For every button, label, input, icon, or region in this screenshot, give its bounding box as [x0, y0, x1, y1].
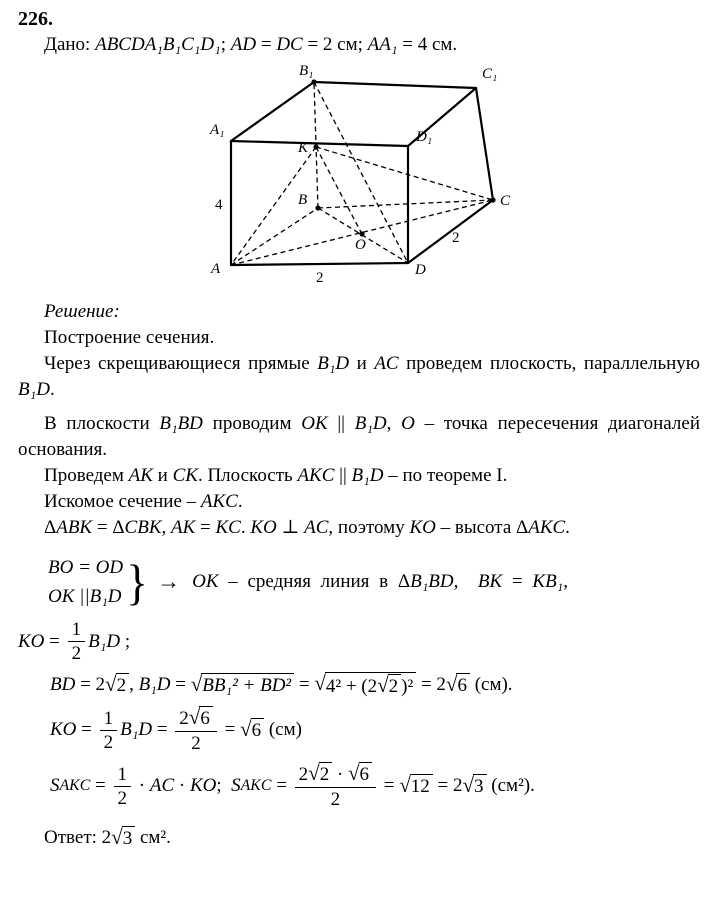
vertex-label-d1: D₁: [416, 129, 433, 145]
text-run: 4² + (2: [325, 676, 378, 697]
text-run: =: [90, 775, 111, 796]
math-var: AKC: [528, 517, 566, 538]
math-var: B₁D: [317, 353, 350, 374]
radical: [463, 774, 487, 798]
radical-sign: √: [308, 761, 320, 785]
radical: [189, 706, 213, 730]
math-var: OK ||B₁D: [48, 586, 122, 607]
text-run: ,: [563, 571, 569, 592]
vertex-dot-k: [313, 144, 318, 149]
text-run: ,: [453, 571, 478, 592]
text-run: .: [240, 517, 251, 538]
paragraph-plane: [18, 351, 700, 403]
text-run: Проведем: [44, 465, 129, 486]
text-run: Искомое сечение –: [44, 491, 201, 512]
math-var: KO: [250, 517, 277, 538]
fraction: [100, 708, 118, 753]
text-run: ·: [174, 775, 190, 796]
radical-sign: √: [462, 773, 475, 797]
vertex-label-a1: A₁: [210, 122, 225, 138]
radical: [399, 774, 433, 798]
math-var: AKC: [59, 777, 91, 794]
text-run: =: [256, 34, 277, 55]
text-run: ,: [129, 674, 139, 695]
math-var: AA₁: [367, 34, 398, 55]
math-var: B₁D: [18, 379, 50, 400]
text-run: =: [294, 674, 315, 695]
fraction-numerator: [295, 762, 376, 788]
fraction-denominator: 2: [117, 787, 128, 809]
paragraph-ak-ck: [18, 463, 700, 489]
system-conclusion: [192, 569, 568, 595]
text-run: ;: [220, 34, 231, 55]
text-run: )²: [401, 676, 414, 697]
math-var: B₁D: [354, 413, 387, 434]
radical-sign: √: [445, 672, 458, 696]
radical-sign: √: [240, 717, 252, 741]
text-run: см².: [135, 827, 171, 848]
radical: [111, 826, 135, 850]
text-run: = 2: [416, 674, 446, 695]
math-var: OK: [192, 571, 219, 592]
math-var: B₁BD: [159, 413, 203, 434]
radical: [240, 718, 264, 742]
text-run: – высота Δ: [435, 517, 529, 538]
text-run: (см²).: [486, 775, 535, 796]
fraction-denominator: 2: [191, 733, 201, 754]
math-var: AK: [128, 465, 153, 486]
paragraph-section: [18, 489, 700, 515]
construction-line: Построение сечения.: [44, 327, 215, 348]
text-run: =: [379, 775, 400, 796]
problem-number: 226.: [18, 8, 53, 30]
formula-area: [50, 762, 700, 810]
text-run: =: [76, 719, 97, 740]
fraction: [295, 762, 376, 810]
math-var: B₁D: [120, 719, 153, 740]
text-run: = Δ: [92, 517, 125, 538]
math-var: B₁D: [138, 674, 171, 695]
text-run: и: [349, 353, 375, 374]
radical: [314, 672, 416, 698]
formula-ko-value: [50, 706, 700, 754]
radicand: 3: [473, 774, 487, 798]
dim-label-depth: 2: [452, 230, 460, 246]
text-run: .: [237, 491, 243, 512]
fraction: [175, 706, 217, 754]
edge-dc: [408, 200, 493, 263]
radical: [105, 673, 129, 697]
math-var: AKC: [240, 777, 272, 794]
system-lines: [48, 553, 123, 611]
radicand: 12: [410, 774, 433, 798]
math-var: AK: [171, 517, 196, 538]
text-run: ||: [334, 465, 352, 486]
vertex-label-b: B: [298, 192, 308, 208]
text-run: .: [565, 517, 570, 538]
math-var: CK: [172, 465, 198, 486]
math-var: CBK: [124, 517, 162, 538]
math-var: AKC: [297, 465, 335, 486]
text-run: Решение:: [44, 301, 120, 322]
math-var: B₁D: [351, 465, 384, 486]
vertex-dot-o: [359, 231, 364, 236]
text-run: = 4 см.: [397, 34, 458, 55]
edge-ab: [231, 208, 318, 265]
radical-sign: √: [190, 672, 203, 696]
math-var: KO: [409, 517, 436, 538]
radical: [377, 674, 401, 698]
fraction-denominator: 2: [330, 789, 341, 810]
math-var: KB₁: [532, 571, 564, 592]
text-run: =: [44, 630, 65, 652]
radical-sign: √: [111, 825, 123, 849]
text-run: = 2 см;: [302, 34, 368, 55]
fraction: [114, 764, 132, 809]
math-subscript: [60, 774, 91, 798]
figure-parallelepiped: [194, 61, 524, 296]
text-run: . Плоскость: [197, 465, 298, 486]
math-var: AD: [230, 34, 257, 55]
vertex-label-c1: C₁: [482, 66, 498, 82]
text-run: 2: [179, 708, 189, 729]
vertex-dot-b: [315, 205, 320, 210]
text-run: ;: [216, 775, 232, 796]
radical-sign: √: [348, 761, 360, 785]
radicand: 6: [251, 718, 265, 742]
vertex-dot-c: [490, 197, 495, 202]
math-var: KO: [189, 775, 217, 796]
radicand: 6: [199, 706, 213, 730]
radicand: 3: [122, 826, 136, 850]
text-run: =: [271, 775, 292, 796]
fraction-denominator: 2: [71, 643, 82, 664]
math-var: KO: [50, 719, 77, 740]
text-run: = 2: [432, 775, 463, 796]
text-run: .: [49, 379, 55, 400]
math-subscript: [241, 774, 272, 798]
fraction-numerator: 1: [100, 708, 118, 731]
radicand: [325, 672, 416, 698]
edge-b1c1: [314, 82, 476, 88]
math-var: BD: [50, 674, 76, 695]
paragraph-ok-parallel: [18, 411, 700, 463]
given-line: [18, 32, 700, 58]
edge-a1d1: [231, 141, 408, 146]
dim-label-width: 2: [316, 270, 324, 286]
text-run: =: [219, 719, 241, 740]
fraction-numerator: 1: [68, 619, 86, 642]
math-var: B₁BD: [410, 571, 454, 592]
vertex-label-d: D: [415, 262, 426, 278]
text-run: ;: [120, 630, 131, 652]
math-var: DC: [276, 34, 303, 55]
edge-a1b1: [231, 82, 314, 141]
text-run: , поэтому: [328, 517, 410, 538]
vertex-labels: [209, 63, 511, 278]
radicand: 6: [359, 762, 373, 786]
radical: [308, 762, 332, 786]
text-run: (см).: [469, 674, 513, 695]
vertex-dot-b1: [311, 79, 316, 84]
math-var: AC: [304, 517, 329, 538]
answer-line: [18, 826, 700, 850]
text-run: ·: [134, 775, 150, 796]
vertex-label-c: C: [500, 193, 511, 209]
math-var: KC: [215, 517, 241, 538]
vertex-label-a: A: [211, 261, 221, 277]
radicand: 2: [116, 673, 130, 697]
radical-sign: √: [314, 671, 326, 695]
math-var: B₁D: [88, 630, 121, 652]
text-run: – средняя линия в Δ: [218, 571, 411, 592]
text-run: Ответ: 2: [44, 827, 112, 848]
text-run: ·: [332, 764, 349, 785]
vertex-label-k: K: [298, 140, 309, 156]
math-var: AKC: [200, 491, 238, 512]
text-run: Δ: [44, 517, 57, 538]
text-run: и: [152, 465, 173, 486]
text-run: ,: [386, 413, 402, 434]
fraction-numerator: [175, 706, 217, 732]
paragraph-triangles: [18, 515, 700, 541]
fraction: [68, 619, 86, 664]
radical: [191, 673, 294, 697]
math-var: ABK: [56, 517, 93, 538]
text-run: (см): [264, 719, 302, 740]
radicand: BB₁² + BD²: [201, 673, 294, 697]
text-run: ,: [161, 517, 171, 538]
fraction-numerator: 1: [114, 764, 132, 787]
math-var: KO: [18, 630, 45, 652]
text-run: В плоскости: [44, 413, 160, 434]
text-run: 2: [298, 764, 309, 785]
system-block: [48, 553, 700, 611]
radical-sign: √: [399, 773, 411, 797]
math-var: BO = OD: [48, 557, 124, 578]
edge-cc1: [476, 88, 493, 200]
math-var: BK: [477, 571, 503, 592]
text-run: проведем плоскость, параллельную: [398, 353, 701, 374]
math-var: S: [231, 775, 241, 796]
text-run: Дано:: [44, 34, 96, 55]
arrow-glyph: →: [157, 569, 181, 594]
dim-label-height: 4: [215, 197, 223, 213]
radical: [446, 673, 470, 697]
segment-kc: [316, 147, 493, 200]
system-line-2: [48, 582, 123, 611]
math-var: OK: [301, 413, 328, 434]
math-var: ABCDA₁B₁C₁D₁: [95, 34, 221, 55]
text-run: – по теореме I.: [383, 465, 508, 486]
radicand: 2: [319, 762, 333, 786]
vertex-dots: [311, 79, 495, 236]
text-run: =: [502, 571, 533, 592]
brace-glyph: }: [126, 554, 148, 610]
formula-ko-half: [18, 619, 700, 664]
text-run: ||: [327, 413, 355, 434]
edge-ad: [231, 263, 408, 265]
radical-sign: √: [105, 672, 117, 696]
text-run: =: [170, 674, 191, 695]
system-line-1: [48, 553, 123, 582]
text-run: =: [152, 719, 173, 740]
math-var: O: [401, 413, 415, 434]
radical-sign: √: [188, 705, 201, 729]
math-var: AC: [149, 775, 175, 796]
math-var: S: [50, 775, 60, 796]
text-run: = 2: [75, 674, 106, 695]
text-run: проводим: [202, 413, 302, 434]
math-var: AC: [374, 353, 399, 374]
text-run: =: [195, 517, 216, 538]
fraction-denominator: 2: [103, 731, 114, 753]
text-run: – точка пересечения диагоналей основания.: [18, 413, 700, 460]
solution-heading: [18, 299, 700, 325]
radical: [348, 762, 372, 786]
radicand: 6: [456, 673, 470, 697]
vertex-label-o: O: [355, 237, 366, 253]
text-run: Через скрещивающиеся прямые: [44, 353, 318, 374]
radical-sign: √: [377, 673, 389, 697]
vertex-label-b1: B₁: [299, 63, 314, 79]
formula-bd: [50, 672, 700, 698]
radicand: 2: [388, 674, 402, 698]
text-run: ⊥: [276, 517, 305, 538]
